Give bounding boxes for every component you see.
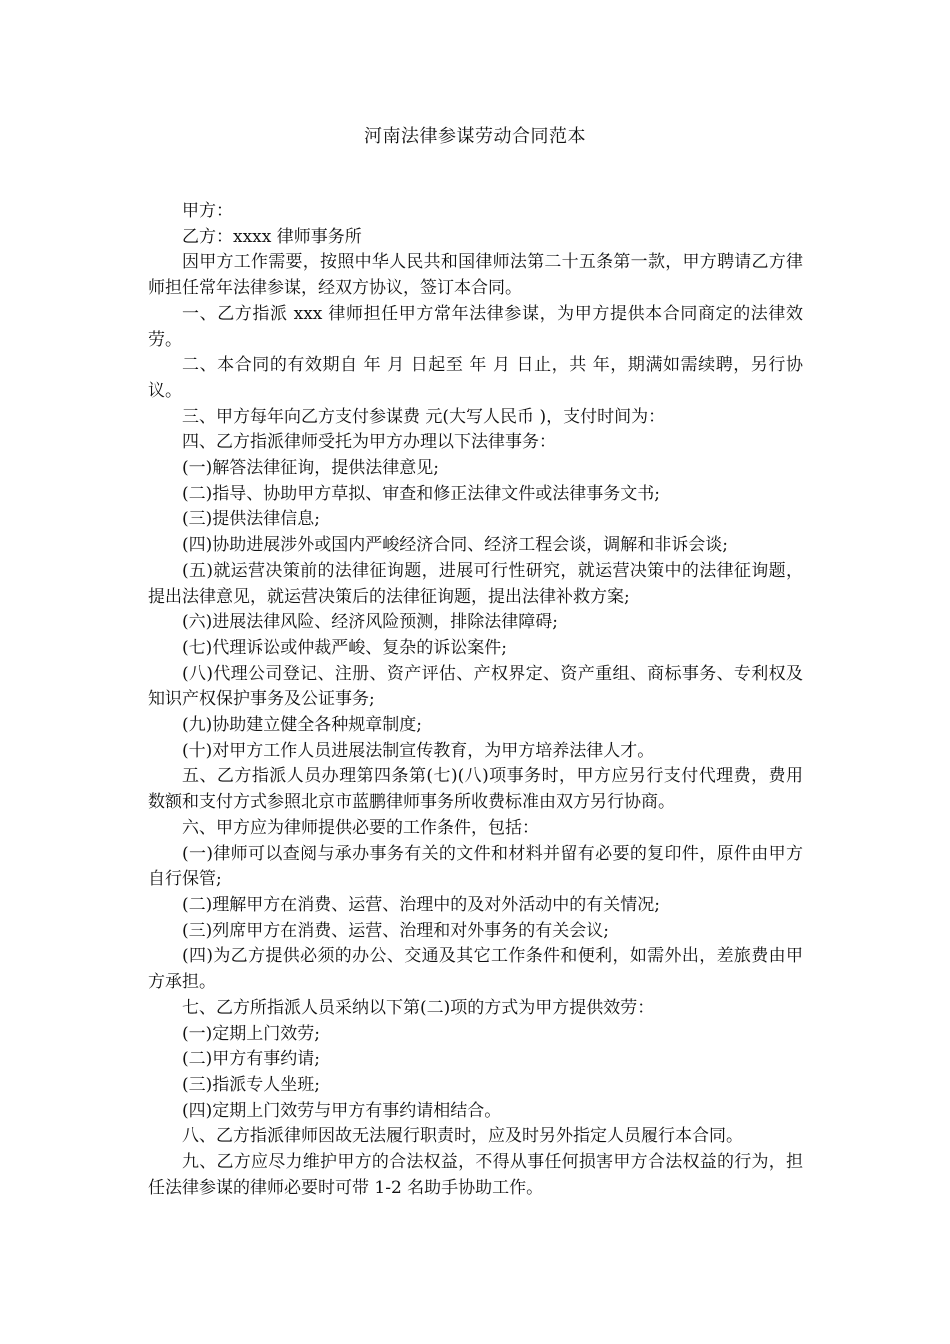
clause-4-item-2: (二)指导、协助甲方草拟、审查和修正法律文件或法律事务文书;	[182, 483, 660, 504]
clause-8: 八、乙方指派律师因故无法履行职责时，应及时另外指定人员履行本合同。	[182, 1126, 743, 1147]
clause-2: 二、本合同的有效期自 年 月 日起至 年 月 日止，共 年，期满如需续聘，另行协议。	[148, 355, 803, 401]
clause-3: 三、甲方每年向乙方支付参谋费 元(大写人民币 )，支付时间为：	[182, 406, 666, 427]
clause-7-item-1: (一)定期上门效劳;	[182, 1023, 320, 1044]
clause-9: 九、乙方应尽力维护甲方的合法权益，不得从事任何损害甲方合法权益的行为，担任法律参谋的律师必要时可带 1-2 名助手协助工作。	[148, 1152, 803, 1198]
document-title: 河南法律参谋劳动合同范本	[364, 126, 586, 147]
clause-4-item-4: (四)协助进展涉外或国内严峻经济合同、经济工程会谈，调解和非诉会谈;	[182, 535, 728, 556]
document-body	[148, 199, 803, 1201]
clause-4-item-5: (五)就运营决策前的法律征询题，进展可行性研究，就运营决策中的法律征询题，提出法律意见，就运营决策后的法律征询题，提出法律补救方案;	[148, 560, 803, 607]
clause-4-item-1: (一)解答法律征询，提供法律意见;	[182, 458, 439, 479]
clause-7-item-2: (二)甲方有事约请;	[182, 1049, 320, 1070]
clause-5: 五、乙方指派人员办理第四条第(七)(八)项事务时，甲方应另行支付代理费，费用数额和支付方式参照北京市蓝鹏律师事务所收费标准由双方另行协商。	[148, 766, 803, 813]
clause-7: 七、乙方所指派人员采纳以下第(二)项的方式为甲方提供效劳：	[182, 997, 655, 1018]
clause-7-item-4: (四)定期上门效劳与甲方有事约请相结合。	[182, 1100, 502, 1121]
clause-4-item-7: (七)代理诉讼或仲裁严峻、复杂的诉讼案件;	[182, 637, 507, 658]
party-a-line: 甲方：	[182, 201, 233, 221]
clause-6: 六、甲方应为律师提供必要的工作条件，包括：	[182, 817, 539, 838]
clause-6-item-4: (四)为乙方提供必须的办公、交通及其它工作条件和便利，如需外出，差旅费由甲方承担。	[148, 946, 803, 993]
party-b-line: 乙方：xxxx 律师事务所	[182, 226, 362, 247]
clause-6-item-2: (二)理解甲方在消费、运营、治理中的及对外活动中的有关情况;	[182, 894, 660, 915]
clause-6-item-3: (三)列席甲方在消费、运营、治理和对外事务的有关会议;	[182, 920, 609, 941]
clause-7-item-3: (三)指派专人坐班;	[182, 1074, 320, 1095]
clause-4-item-9: (九)协助建立健全各种规章制度;	[182, 715, 422, 736]
clause-1: 一、乙方指派 xxx 律师担任甲方常年法律参谋，为甲方提供本合同商定的法律效劳。	[148, 303, 803, 350]
clause-4-item-6: (六)进展法律风险、经济风险预测，排除法律障碍;	[182, 612, 558, 633]
clause-4-item-10: (十)对甲方工作人员进展法制宣传教育，为甲方培养法律人才。	[182, 740, 655, 761]
clause-6-item-1: (一)律师可以查阅与承办事务有关的文件和材料并留有必要的复印件，原件由甲方自行保管;	[148, 843, 803, 890]
clause-4-item-3: (三)提供法律信息;	[182, 509, 320, 530]
clause-4-item-8: (八)代理公司登记、注册、资产评估、产权界定、资产重组、商标事务、专利权及知识产权保护事务及公证事务;	[148, 663, 803, 710]
preamble-paragraph: 因甲方工作需要，按照中华人民共和国律师法第二十五条第一款，甲方聘请乙方律师担任常年法律参谋，经双方协议，签订本合同。	[148, 252, 803, 299]
clause-4: 四、乙方指派律师受托为甲方办理以下法律事务：	[182, 432, 556, 453]
